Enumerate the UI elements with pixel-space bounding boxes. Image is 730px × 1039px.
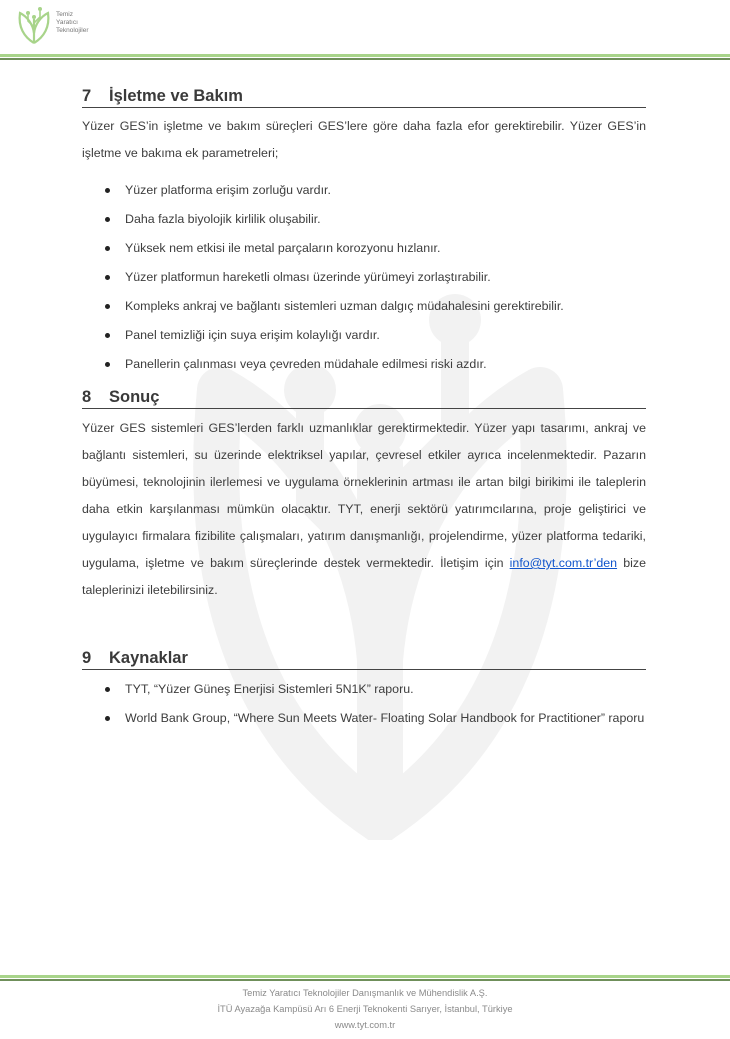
contact-email-link[interactable]: info@tyt.com.tr’den [509, 556, 618, 570]
section-9-heading [82, 648, 646, 670]
section-9-title: Kaynaklar [109, 649, 188, 667]
section-8-text-end: bize taleplerinizi iletebilirsiniz. [82, 556, 646, 597]
footer-address: İTÜ Ayazağa Kampüsü Arı 6 Enerji Teknokenti Sarıyer, İstanbul, Türkiye [217, 1004, 513, 1014]
section-7-intro: Yüzer GES’in işletme ve bakım süreçleri GES’lere göre daha fazla efor gerektirebilir. Yüzer GES’in işletme ve bakıma ek parametreleri; [82, 119, 646, 160]
list-item: World Bank Group, “Where Sun Meets Water- Floating Solar Handbook for Practitioner” raporu [82, 710, 646, 726]
list-item: Kompleks ankraj ve bağlantı sistemleri uzman dalgıç müdahalesini gerektirebilir. [82, 292, 646, 321]
section-8-heading [82, 387, 646, 409]
footer-website: www.tyt.com.tr [334, 1020, 396, 1030]
section-8-text: Yüzer GES sistemleri GES’lerden farklı uzmanlıklar gerektirmektedir. Yüzer yapı tasarımı, ankraj ve bağlantı sistemleri, su üzerinde elektriksel yapılar, çevresel etkiler ayrıca incelenmektedir. Pazarın büyümesi, teknolojinin ilerlemesi ve uygulama örneklerinin artması ile artan bilgi birikimi ile taleplerin daha etkin karşılanması mümkün olacaktır. TYT, enerji sektörü yatırımcılarına, proje geliştirici ve uygulayıcı firmalara fizibilite çalışmaları, yatırım danışmanlığı, projelendirme, yüzer platforma tedariki, uygulama, işletme ve bakım süreçlerinde destek vermektedir. İletişim için [82, 421, 646, 570]
list-item: Yüksek nem etkisi ile metal parçaların korozyonu hızlanır. [82, 234, 646, 263]
section-8-paragraph [82, 415, 646, 604]
logo-line-1: Temiz [56, 11, 73, 18]
section-7-bullet-list [82, 176, 646, 379]
list-item: Daha fazla biyolojik kirlilik oluşabilir. [82, 205, 646, 234]
section-7-number: 7 [82, 87, 92, 105]
section-7-heading [82, 86, 646, 108]
page-footer [0, 985, 730, 1033]
logo-line-3: Teknolojiler [56, 27, 89, 34]
section-8-title: Sonuç [109, 388, 160, 406]
section-9-number: 9 [82, 649, 92, 667]
list-item: Panellerin çalınması veya çevreden müdahale edilmesi riski azdır. [82, 350, 646, 379]
section-7-title: İşletme ve Bakım [109, 87, 243, 105]
list-item: Yüzer platformun hareketli olması üzerinde yürümeyi zorlaştırabilir. [82, 263, 646, 292]
header-rule-light [0, 54, 730, 57]
logo-wordmark [56, 11, 89, 35]
list-item: TYT, “Yüzer Güneş Enerjisi Sistemleri 5N1K” raporu. [82, 681, 646, 697]
section-9 [82, 648, 646, 739]
footer-rule-light [0, 975, 730, 978]
list-item: Panel temizliği için suya erişim kolaylığı vardır. [82, 321, 646, 350]
header-rule-dark [0, 58, 730, 60]
leaf-circuit-logo-icon [14, 3, 54, 47]
section-7 [82, 86, 646, 379]
section-8 [82, 387, 646, 604]
footer-rule-dark [0, 979, 730, 981]
footer-company: Temiz Yaratıcı Teknolojiler Danışmanlık ve Mühendislik A.Ş. [242, 988, 488, 998]
section-8-number: 8 [82, 388, 92, 406]
list-item: Yüzer platforma erişim zorluğu vardır. [82, 176, 646, 205]
section-9-reference-list [82, 681, 646, 726]
logo-line-2: Yaratıcı [56, 19, 78, 26]
